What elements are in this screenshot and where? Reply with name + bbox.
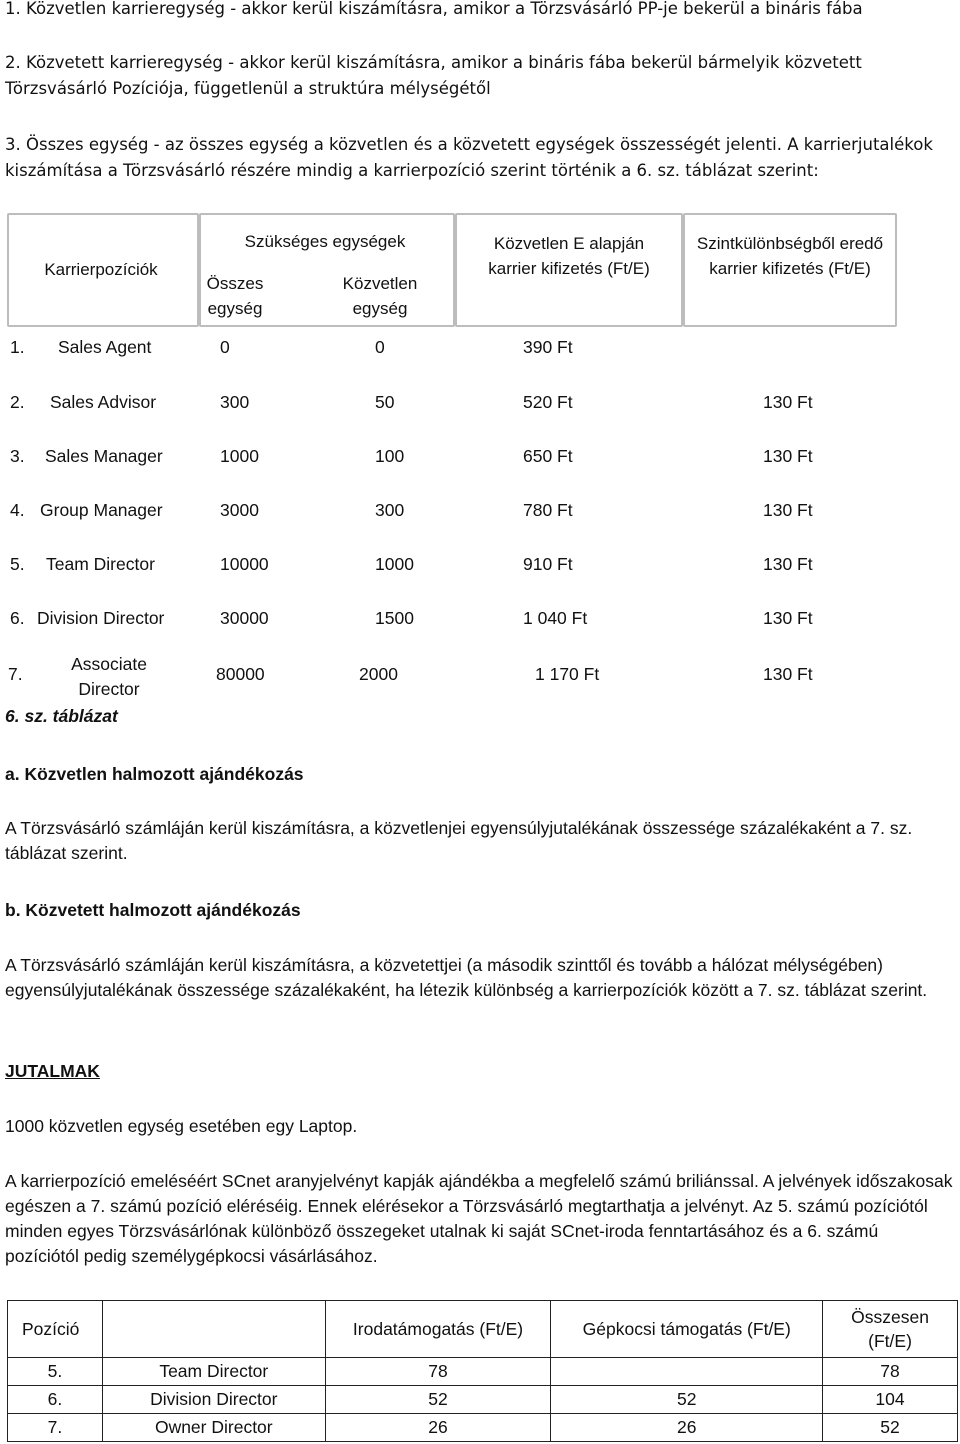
row-number: 6. — [10, 608, 25, 628]
row-direct-payout: 910 Ft — [523, 554, 573, 574]
row-total-units: 10000 — [220, 554, 269, 574]
row-position-name: Division Director — [37, 608, 165, 628]
header-position: Pozíció — [8, 1301, 103, 1358]
section-a-text: A Törzsvásárló számláján kerül kiszámításra, a közvetlenjei egyensúlyjutalékának összessége százalékaként a 7. sz. táblázat szerint. — [5, 818, 913, 863]
row-position-name: Associate Director — [71, 654, 147, 699]
row-level-diff-payout: 130 Ft — [763, 500, 813, 520]
row-direct-units: 2000 — [359, 664, 398, 684]
row-direct-payout: 1 040 Ft — [523, 608, 588, 628]
row-number: 5. — [8, 1358, 103, 1386]
row-office-support: 52 — [325, 1386, 551, 1414]
row-direct-units: 1500 — [375, 608, 414, 628]
row-number: 6. — [8, 1386, 103, 1414]
table-row — [0, 554, 960, 584]
row-direct-units: 0 — [375, 337, 385, 357]
row-number: 1. — [10, 337, 25, 357]
row-car-support — [551, 1358, 823, 1386]
row-car-support: 52 — [551, 1386, 823, 1414]
row-total-units: 80000 — [216, 664, 265, 684]
table-row — [0, 446, 960, 476]
row-car-support: 26 — [551, 1414, 823, 1442]
section-b-heading: b. Közvetett halmozott ajándékozás — [5, 900, 301, 920]
row-level-diff-payout: 130 Ft — [763, 664, 813, 684]
table-caption: 6. sz. táblázat — [5, 706, 118, 726]
row-number: 3. — [10, 446, 25, 466]
section-b-text: A Törzsvásárló számláján kerül kiszámításra, a közvetettjei (a második szinttől és tovább a hálózat mélységében) egyensúlyjutalékának összessége százalékaként, ha létezik különbség a karrierpozíciók között a 7. sz. táblázat szerint. — [5, 955, 928, 1000]
rewards-heading: JUTALMAK — [5, 1061, 100, 1081]
row-position-name: Owner Director — [102, 1414, 325, 1442]
row-direct-payout: 390 Ft — [523, 337, 573, 357]
table-row — [8, 1386, 958, 1414]
row-direct-payout: 520 Ft — [523, 392, 573, 412]
row-total: 78 — [823, 1358, 958, 1386]
row-number: 7. — [8, 664, 23, 684]
table-row — [0, 337, 960, 367]
row-total-units: 3000 — [220, 500, 259, 520]
paragraph-total-unit: 3. Összes egység - az összes egység a közvetlen és a közvetett egységek összességét jelenti. A karrierjutalékok kiszámítása a Törzsvásárló részére mindig a karrierpozíció szerint történik a 6. sz. táblázat szerint: — [5, 135, 933, 180]
header-direct-payout: Közvetlen E alapján karrier kifizetés (Ft/E) — [488, 234, 650, 278]
support-table — [7, 1300, 958, 1442]
row-office-support: 26 — [325, 1414, 551, 1442]
table-row — [8, 1414, 958, 1442]
table-row — [0, 652, 960, 704]
row-position-name: Sales Agent — [58, 337, 152, 357]
rewards-badge-text: A karrierpozíció emeléséért SCnet aranyjelvényt kapják ajándékba a megfelelő számú briliánssal. A jelvények időszakosak egészen a 7. számú pozíció eléréséig. Ennek elérésekor a Törzsvásárló megtarthatja a jelvényt. Az 5. számú pozíciótól minden egyes Törzsvásárlónak különböző összegeket utalnak ki saját SCnet-iroda fenntartásához és a 6. számú pozíciótól pedig személygépkocsi vásárlásához. — [5, 1171, 953, 1266]
row-number: 2. — [10, 392, 25, 412]
header-empty — [102, 1301, 325, 1358]
row-total-units: 30000 — [220, 608, 269, 628]
row-direct-units: 300 — [375, 500, 405, 520]
row-direct-payout: 1 170 Ft — [535, 664, 600, 684]
table-row — [0, 608, 960, 638]
header-total: Összesen (Ft/E) — [823, 1301, 958, 1358]
row-number: 4. — [10, 500, 25, 520]
row-direct-payout: 650 Ft — [523, 446, 573, 466]
row-total: 104 — [823, 1386, 958, 1414]
row-number: 5. — [10, 554, 25, 574]
row-position-name: Sales Manager — [45, 446, 163, 466]
row-level-diff-payout: 130 Ft — [763, 446, 813, 466]
row-position-name: Team Director — [102, 1358, 325, 1386]
paragraph-direct-unit: 1. Közvetlen karrieregység - akkor kerül kiszámításra, amikor a Törzsvásárló PP-je bekerül a bináris fába — [5, 0, 863, 18]
header-direct-units: Közvetlen egység — [342, 274, 418, 318]
row-level-diff-payout: 130 Ft — [763, 392, 813, 412]
header-office-support: Irodatámogatás (Ft/E) — [325, 1301, 551, 1358]
row-position-name: Sales Advisor — [50, 392, 157, 412]
row-level-diff-payout: 130 Ft — [763, 554, 813, 574]
support-header-row — [8, 1301, 958, 1358]
row-direct-units: 100 — [375, 446, 405, 466]
header-level-diff-payout: Szintkülönbségből eredő karrier kifizetés (Ft/E) — [696, 234, 884, 278]
row-total-units: 300 — [220, 392, 250, 412]
row-position-name: Group Manager — [40, 500, 163, 520]
row-total: 52 — [823, 1414, 958, 1442]
header-total-units: Összes egység — [206, 274, 264, 318]
row-total-units: 0 — [220, 337, 230, 357]
row-number: 7. — [8, 1414, 103, 1442]
table-row — [8, 1358, 958, 1386]
row-position-name: Team Director — [46, 554, 155, 574]
row-position-name: Division Director — [102, 1386, 325, 1414]
header-car-support: Gépkocsi támogatás (Ft/E) — [551, 1301, 823, 1358]
career-table — [0, 210, 960, 730]
row-level-diff-payout: 130 Ft — [763, 608, 813, 628]
rewards-laptop-text: 1000 közvetlen egység esetében egy Laptop. — [5, 1116, 358, 1136]
row-direct-units: 1000 — [375, 554, 414, 574]
paragraph-indirect-unit: 2. Közvetett karrieregység - akkor kerül kiszámításra, amikor a bináris fába bekerül bármelyik közvetett Törzsvásárló Pozíciója, függetlenül a struktúra mélységétől — [5, 53, 862, 98]
row-direct-payout: 780 Ft — [523, 500, 573, 520]
row-direct-units: 50 — [375, 392, 395, 412]
header-required-units: Szükséges egységek — [244, 232, 406, 251]
table-row — [0, 500, 960, 530]
row-total-units: 1000 — [220, 446, 259, 466]
row-office-support: 78 — [325, 1358, 551, 1386]
table-row — [0, 392, 960, 422]
section-a-heading: a. Közvetlen halmozott ajándékozás — [5, 764, 304, 784]
header-positions: Karrierpozíciók — [44, 260, 158, 279]
